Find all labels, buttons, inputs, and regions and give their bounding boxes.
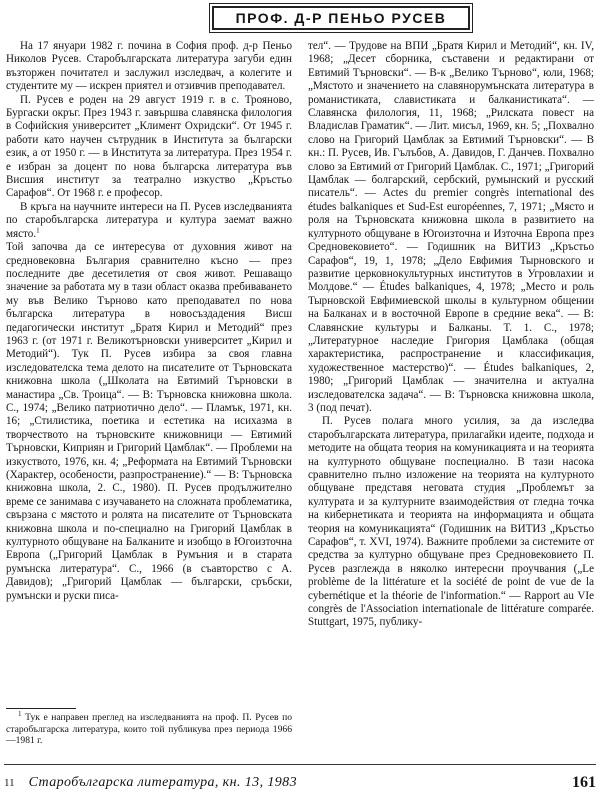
paragraph-research-interests-text: В кръга на научните интереси на П. Русев изследванията по старобългарска литература и култура заемат важно място. <box>6 200 292 240</box>
footnote-divider <box>6 708 76 709</box>
journal-citation: Старобългарска литература, кн. 13, 1983 <box>28 775 297 790</box>
page-number: 161 <box>572 774 596 791</box>
paragraph-cultural-communication: П. Русев полага много усилия, за да изследва старобългарската литература, прилагайки идеите, подхода и методите на общата теория на комуникацията и на теорията на културното общуване поспециално. В тази насока сравнително пълно изложение на теорията на културното общуване представя неговата студия „Проблемът за културата и за културните взаимодействия от гледна точка на кибернетиката и теорията на информацията и общата теория на комуникацията“ (Годишник на ВИТИЗ „Кръстьо Сарафов“, т. XVI, 1974). Важните проблеми за системите от средства за културно общуване през Средновековието П. Русев разглежда в няколко интересни проучвания („Le problème de la littérature et la société de point de vue de la cybernétique et la théorie de l'information.“ — Rapport au VIe congrès de l'Association internationale de littérature comparée. Stuttgart, 1975, публику- <box>308 415 594 629</box>
footer-left <box>4 775 297 791</box>
footer-divider <box>4 764 596 765</box>
footnote-marker: 1 <box>18 709 22 718</box>
footnote-text: Тук е направен преглед на изследванията на проф. П. Русев по старобългарска литература, които той публикува през периода 1966—1981 г. <box>6 712 292 747</box>
article-title: ПРОФ. Д-Р ПЕНЬО РУСЕВ <box>235 10 447 26</box>
paragraph-obituary-intro: На 17 януари 1982 г. почина в София проф. д-р Пеньо Николов Русев. Старобългарската литература загуби един възторжен почитател и заслужил изследвач, а колегите и студентите му — искрен приятел и отзивчив преподавател. <box>6 40 292 93</box>
paragraph-bibliography-continued: тел“. — Трудове на ВПИ „Братя Кирил и Методий“, кн. IV, 1968; „Десет сборника, съставени и редактирани от Евтимий Търновски“. — В-к „Велико Търново“, юли, 1968; „Мястото и значението на славянорумънската литература в романистиката, славистиката и балканистиката“. — Славянска филология, 11, 1968; „Рилската повест на Владислав Граматик“. — Лит. мисъл, 1969, кн. 5; „Похвално слово на Григорий Цамблак за Евтимий Търновски“. — В кн.: П. Русев, Ив. Гълъбов, А. Давидов, Г. Данчев. Похвално слово за Евтимий от Григорий Цамблак. С., 1971; „Григорий Цамблак — болгарский, сербский, румынский и русский писатель“. — Actes du premier congrès international des études balkaniques et Sud-Est européennes, 7, 1971; „Място и роля на Търновската книжовна школа в развитието на културното общуване в Югоизточна и Източна Европа през Средновековието“. — Годишник на ВИТИЗ „Кръстьо Сарафов“, 19, 1, 1978; „Дело Евфимия Тырновского и развитие церковнокультурных институтов в Угровлахии и Молдове.“ — Études balkaniques, 4, 1978; „Место и роль Тырновской Евфимиевской школы в культурном общении на Балканах и в восточной Европе в средние века“. — В: Славянские культуры и Балканы. Т. 1. С., 1978; „Литературное наследие Григория Цамблака (общая характеристика, распространение и классификация, художественное мастерство)“. — Études balkaniques, 2, 1980; „Григорий Цамблак — значителна и актуална изследователска задача“. — В: Търновска книжовна школа, 3 (под печат). <box>308 40 594 414</box>
left-column <box>6 40 292 603</box>
footer-mark: 11 <box>4 777 15 789</box>
footnote-reference: 1 <box>36 226 40 234</box>
paragraph-biography: П. Русев е роден на 29 август 1919 г. в с. Трояново, Бургаски окръг. През 1943 г. завършва славянска филология в Софийския университет „Климент Охридски“. От 1945 г. работи като научен сътрудник в Института за български език, а от 1950 г. — в Института за литература. През 1954 г. е избран за доцент по нова българска литература във Висшия институт за театрално изкуство „Кръстьо Сарафов“. От 1968 г. е професор. <box>6 93 292 200</box>
paragraph-tarnovo-school: Той започва да се интересува от духовния живот на средновековна България сравнително късно — през последните две десетилетия от своя живот. Решаващо значение за работата му в тази област оказва пребиваването му във Велико Търново като преподавател по нова българска литература в новосъздадения Висш педагогически институт „Братя Кирил и Методий“ през 1963 г. (от 1971 г. Великотърновски университет „Кирил и Методий“). Тук П. Русев избира за своя главна изследователска тема делото на писателите от Търновската книжовна школа („Школата на Евтимий Търновски в манастира „Св. Троица“. — В: Търновска книжовна школа. С., 1974; „Велико патриотично дело“. — Пламък, 1971, кн. 16; „Стилистика, поетика и естетика на исихазма в творчеството на търновските книжовници — Евтимий Търновски, Киприян и Григорий Цамблак“. — Проблеми на изкуството, 1976, кн. 4; „Реформата на Евтимий Търновски (Характер, особености, разпространение).“ — В: Търновска книжовна школа, 2. С., 1980). П. Русев продължително време се занимава с изучаването на сложната проблематика, свързана с мястото и ролята на писателите от Търновската книжовна школа и по-специално на Григорий Цамблак в културното общуване на Балканите и изобщо в Югоизточна Европа („Григорий Цамблак в Румъния и в старата румънска литература“. С., 1966 (в съавторство с А. Давидов); „Григорий Цамблак — български, сръбски, румънски и руски писа- <box>6 241 292 602</box>
right-column <box>308 40 594 630</box>
page-footer <box>4 770 596 796</box>
article-title-box <box>212 6 470 30</box>
paragraph-research-interests <box>6 201 292 241</box>
footnote-paragraph <box>6 709 292 747</box>
footnote <box>6 709 292 747</box>
